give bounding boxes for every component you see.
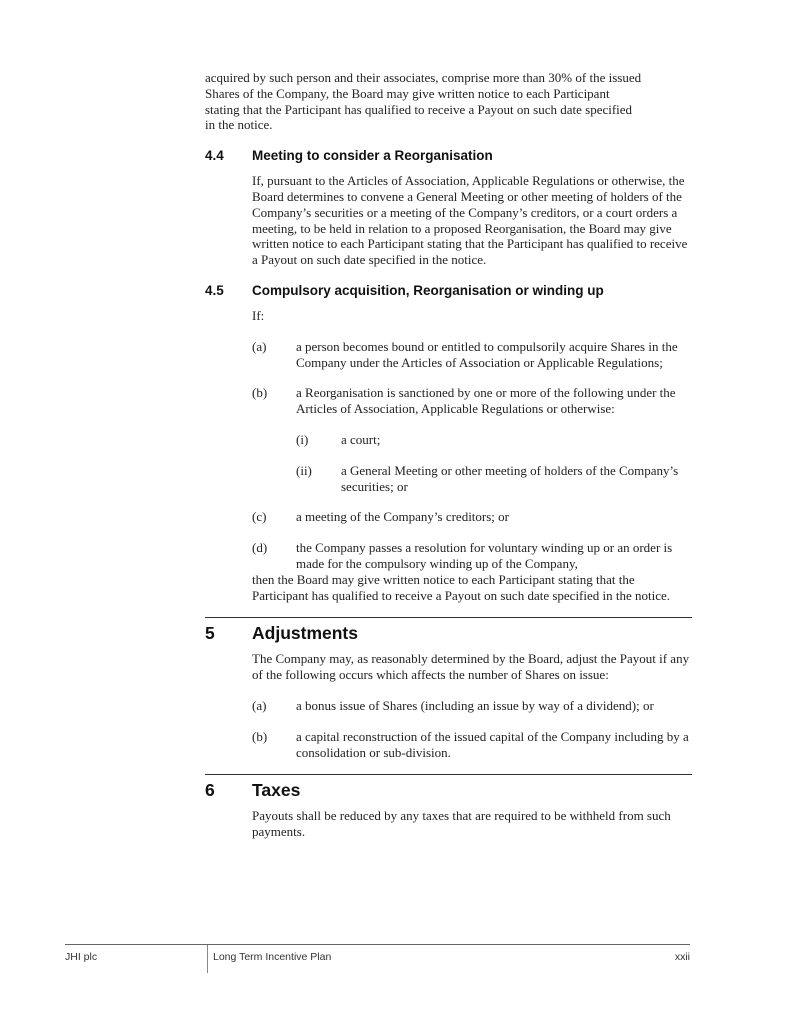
list-item-text bbox=[296, 339, 692, 371]
section-title: Meeting to consider a Reorganisation bbox=[252, 148, 493, 164]
section-6 bbox=[205, 780, 692, 840]
section-5 bbox=[205, 623, 692, 760]
paragraph: a person becomes bound or entitled to compulsorily acquire Shares in the Company under the Articles of Association or Applicable Regulations; bbox=[296, 338, 678, 370]
list-item-label: (a) bbox=[252, 697, 267, 713]
paragraph: Payouts shall be reduced by any taxes that are required to be withheld from such payments. bbox=[252, 808, 671, 840]
footer-company: JHI plc bbox=[65, 951, 98, 963]
section-divider bbox=[205, 774, 692, 775]
section-number: 6 bbox=[205, 780, 215, 801]
page-footer bbox=[65, 944, 690, 963]
section-4-5 bbox=[205, 283, 692, 603]
list-item-text bbox=[296, 509, 692, 525]
section-5-heading bbox=[205, 623, 692, 643]
paragraph: a capital reconstruction of the issued capital of the Company including by a consolidation or sub-division. bbox=[296, 728, 689, 760]
section-title: Compulsory acquisition, Reorganisation or winding up bbox=[252, 282, 604, 298]
list-item-text bbox=[296, 729, 692, 761]
list-item-label: (c) bbox=[252, 509, 267, 525]
paragraph: a court; bbox=[341, 431, 381, 447]
section-divider bbox=[205, 617, 692, 618]
paragraph: the Company passes a resolution for voluntary winding up or an order is made for the compulsory winding up of the Company, bbox=[296, 540, 673, 571]
paragraph: a Reorganisation is sanctioned by one or more of the following under the Articles of Association, Applicable Regulations or otherwise: bbox=[296, 385, 676, 417]
footer-row bbox=[65, 945, 690, 963]
document-content bbox=[205, 70, 692, 840]
list-item-a bbox=[252, 698, 692, 714]
sublist-item-label: (i) bbox=[296, 431, 309, 447]
footer-divider bbox=[207, 945, 208, 973]
paragraph: If, pursuant to the Articles of Association, Applicable Regulations or otherwise, the Board determines to convene a General Meeting or other meeting of holders of the Company’s securities or a meeting of the Company’s creditors, or a court orders a meeting, to be held in relation to a proposed Reorganisation, the Board may give written notice to each Participant stating that the Participant has qualified to receive a Payout on such date specified in the notice. bbox=[252, 173, 688, 268]
paragraph: a bonus issue of Shares (including an issue by way of a dividend); or bbox=[296, 697, 654, 713]
list-item-label: (b) bbox=[252, 728, 268, 744]
section-title: Taxes bbox=[252, 780, 301, 801]
list-item-b bbox=[252, 729, 692, 761]
list-item-text bbox=[296, 385, 692, 494]
paragraph: a meeting of the Company’s creditors; or bbox=[296, 509, 510, 525]
paragraph-closing: then the Board may give written notice to each Participant stating that the Participant has qualified to receive a Payout on such date specified in the notice. bbox=[252, 571, 671, 603]
sublist-item-text bbox=[341, 463, 692, 495]
list-item-label: (a) bbox=[252, 338, 267, 354]
footer-document-title: Long Term Incentive Plan bbox=[213, 951, 332, 963]
section-6-body bbox=[252, 808, 692, 840]
section-5-body bbox=[252, 651, 692, 760]
section-4-5-heading bbox=[205, 283, 692, 299]
sublist-item-ii bbox=[296, 463, 692, 495]
section-number: 4.5 bbox=[205, 282, 224, 298]
section-6-heading bbox=[205, 780, 692, 800]
section-4-4-heading bbox=[205, 148, 692, 164]
list-item-d bbox=[252, 540, 692, 572]
paragraph: If: bbox=[252, 307, 265, 323]
paragraph: a General Meeting or other meeting of holders of the Company’s securities; or bbox=[341, 462, 679, 494]
section-4-5-body bbox=[252, 308, 692, 603]
paragraph-continuation: acquired by such person and their associates, comprise more than 30% of the issued Shares of the Company, the Board may give written notice to each Participant stating that the Participant has qualified to receive a Payout on such date specified in the notice. bbox=[205, 70, 642, 133]
sublist-item-label: (ii) bbox=[296, 462, 312, 478]
section-title: Adjustments bbox=[252, 623, 358, 644]
footer-page-number: xxii bbox=[674, 951, 690, 963]
list-item-text bbox=[296, 540, 692, 572]
paragraph: The Company may, as reasonably determined by the Board, adjust the Payout if any of the following occurs which affects the number of Shares on issue: bbox=[252, 651, 690, 683]
sublist-item-text bbox=[341, 432, 692, 448]
section-4-4 bbox=[205, 148, 692, 268]
sublist-item-i bbox=[296, 432, 692, 448]
section-number: 5 bbox=[205, 623, 215, 644]
list-item-label: (d) bbox=[252, 540, 268, 556]
list-item-c bbox=[252, 509, 692, 525]
section-number: 4.4 bbox=[205, 148, 224, 164]
list-item-text bbox=[296, 698, 692, 714]
section-4-4-body bbox=[252, 173, 692, 268]
list-item-label: (b) bbox=[252, 385, 268, 401]
list-item-b bbox=[252, 385, 692, 494]
list-item-a bbox=[252, 339, 692, 371]
